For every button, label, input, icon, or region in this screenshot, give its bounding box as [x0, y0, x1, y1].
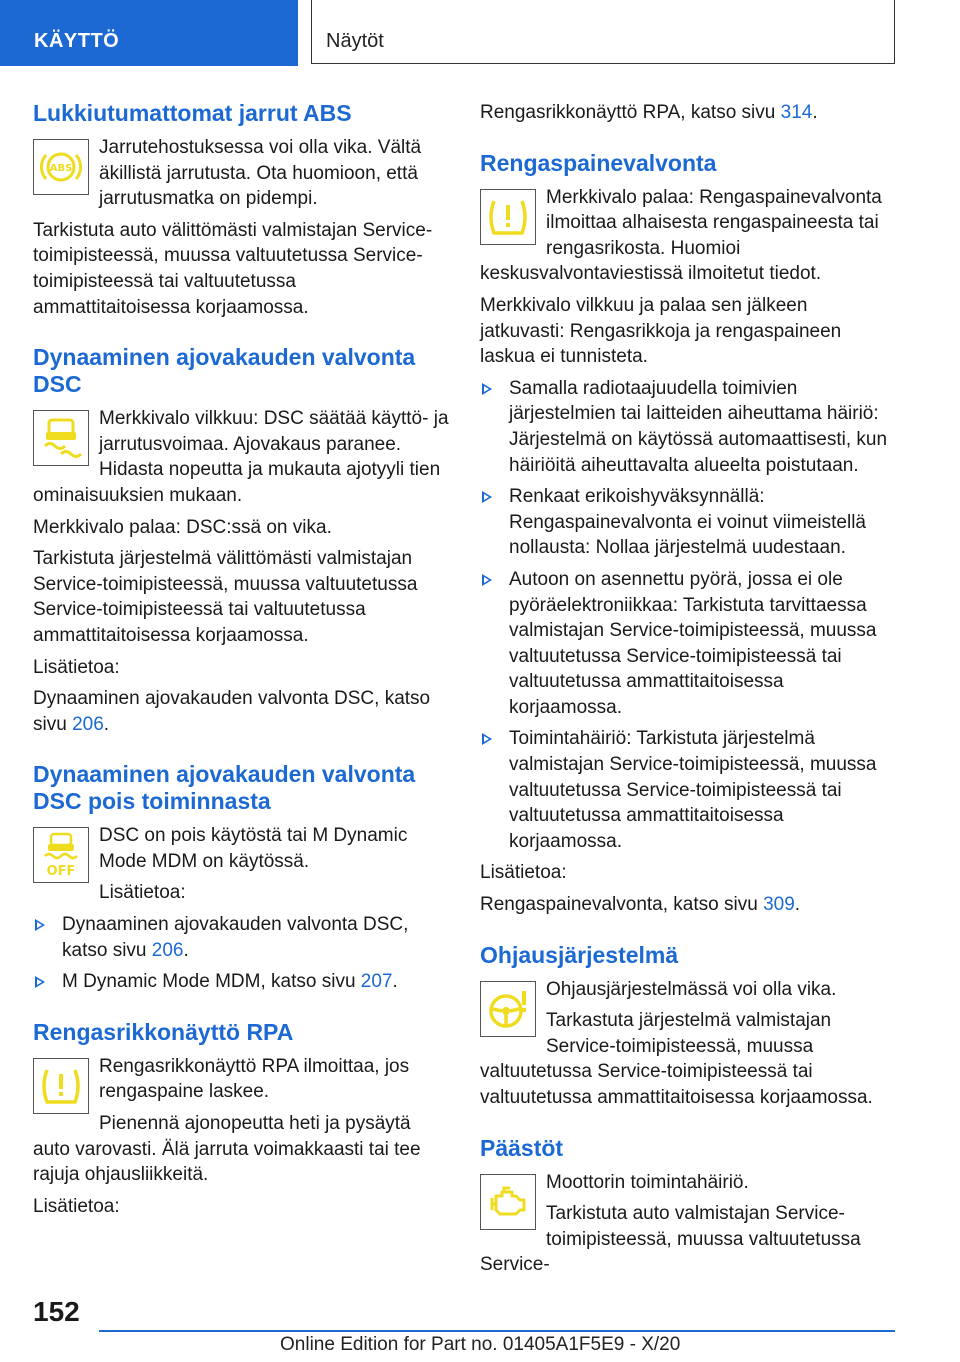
list-item: Toimintahäiriö: Tarkistuta järjestelmä valmistajan Service-toimipisteessä, muussa valtuutetussa Service-toimipisteessä tai valtuutetussa ammattitaitoisessa korjaamossa.: [480, 726, 896, 854]
list-item: Samalla radiotaajuudella toimivien järjestelmien tai laitteiden aiheuttama häiriö: Järjestelmä on käytössä automaattisesti, kun häiriöitä aiheuttavalta alueelta poistutaan.: [480, 376, 896, 478]
tire-warning-icon: [33, 1058, 89, 1114]
dsc-more-label: Lisätietoa:: [33, 656, 120, 678]
emissions-heading: Päästöt: [480, 1134, 564, 1161]
rpa-more-label: Lisätietoa:: [33, 1195, 120, 1217]
rpa-reference: Rengasrikkonäyttö RPA, katso sivu 314.: [480, 102, 818, 123]
tire-pressure-heading: Rengaspainevalvonta: [480, 149, 717, 176]
section-dsc: [33, 344, 449, 737]
rpa-page-link[interactable]: 314: [780, 102, 813, 123]
section-steering: [480, 942, 896, 1111]
list-item: Renkaat erikoishyväksynnällä: Rengaspainevalvonta ei voinut viimeistellä nollausta: Nollaa järjestelmä uudestaan.: [480, 484, 896, 561]
dsc-off-icon: [33, 827, 89, 883]
rpa-heading: Rengasrikkonäyttö RPA: [33, 1018, 294, 1045]
chapter-title: Näytöt: [311, 0, 895, 64]
left-column: [33, 100, 449, 1243]
dsc-off-text-1: DSC on pois käytöstä tai M Dynamic Mode MDM on käytössä.: [99, 825, 408, 872]
tire-pressure-page-link[interactable]: 309: [763, 894, 795, 916]
dsc-off-more-label: Lisätietoa:: [99, 882, 186, 904]
dsc-skid-icon: [33, 410, 89, 466]
dsc-reference: Dynaaminen ajovakauden valvonta DSC, katso sivu 206.: [33, 688, 431, 735]
right-column: [480, 100, 896, 1302]
steering-text-2: Tarkastuta järjestelmä valmistajan Service-toimipisteessä, muussa valtuutetussa Service-toimipisteessä tai valtuutetussa ammattitaitoisessa korjaamossa.: [480, 1010, 873, 1108]
dsc-text-2: Merkkivalo palaa: DSC:ssä on vika.: [33, 516, 332, 538]
triangle-bullet-icon: [482, 383, 492, 395]
tire-pressure-text-1: Merkkivalo palaa: Rengaspainevalvonta ilmoittaa alhaisesta rengaspaineesta tai rengasrikosta. Huomioi keskusvalvontaviestissä ilmoitetut tiedot.: [480, 186, 882, 285]
triangle-bullet-icon: [482, 733, 492, 745]
list-item: M Dynamic Mode MDM, katso sivu 207.: [33, 969, 449, 995]
dsc-text-1: Merkkivalo vilkkuu: DSC säätää käyttö- ja jarrutusvoimaa. Ajovakaus paranee. Hidasta nopeutta ja mukauta ajotyyli tien ominaisuuksien mukaan.: [33, 408, 449, 506]
tire-pressure-icon: [480, 189, 536, 245]
tire-pressure-more-label: Lisätietoa:: [480, 862, 567, 884]
section-tire-pressure: [480, 150, 896, 918]
dsc-off-heading: Dynaaminen ajovakauden valvonta DSC pois toiminnasta: [33, 761, 416, 815]
section-tab: KÄYTTÖ: [0, 0, 298, 66]
dsc-heading: Dynaaminen ajovakauden valvonta DSC: [33, 344, 416, 398]
dsc-text-3: Tarkistuta järjestelmä välittömästi valmistajan Service-toimipisteessä, muussa valtuutetussa Service-toimipisteessä tai valtuutetussa ammattitaitoisessa korjaamossa.: [33, 548, 418, 646]
abs-heading: Lukkiutumattomat jarrut ABS: [33, 100, 352, 126]
emissions-text-1: Moottorin toimintahäiriö.: [546, 1171, 749, 1193]
emissions-text-2: Tarkistuta auto valmistajan Service-toimipisteessä, muussa valtuutetussa Service-: [480, 1203, 861, 1276]
tire-pressure-bullets: [480, 376, 896, 855]
triangle-bullet-icon: [482, 574, 492, 586]
tire-pressure-text-2: Merkkivalo vilkkuu ja palaa sen jälkeen jatkuvasti: Rengasrikkoja ja rengaspaineen laskua ei tunnisteta.: [480, 294, 842, 368]
section-dsc-off: [33, 761, 449, 995]
tire-pressure-reference: Rengaspainevalvonta, katso sivu 309.: [480, 894, 801, 916]
triangle-bullet-icon: [35, 919, 45, 931]
triangle-bullet-icon: [35, 976, 45, 988]
svg-text:OFF: OFF: [46, 864, 76, 880]
abs-text-1: Jarrutehostuksessa voi olla vika. Vältä äkillistä jarrutusta. Ota huomioon, että jarrutusmatka on pidempi.: [99, 137, 422, 210]
steering-text-1: Ohjausjärjestelmässä voi olla vika.: [546, 978, 837, 1000]
abs-warning-icon: [33, 139, 89, 195]
rpa-text-1: Rengasrikkonäyttö RPA ilmoittaa, jos rengaspaine laskee.: [99, 1055, 410, 1103]
dsc-off-page-link-2[interactable]: 207: [360, 971, 393, 993]
abs-text-2: Tarkistuta auto välittömästi valmistajan Service-toimipisteessä, muussa valtuutetussa Service-toimipisteessä tai valtuutetussa ammattitaitoisessa korjaamossa.: [33, 219, 433, 318]
footer-edition: Online Edition for Part no. 01405A1F5E9 - X/20: [280, 1334, 681, 1355]
dsc-off-links: [33, 912, 449, 995]
list-item: Autoon on asennettu pyörä, jossa ei ole pyöräelektroniikkaa: Tarkistuta tarvittaessa valmistajan Service-toimipisteessä, muussa valtuutetussa Service-toimipisteessä tai valtuutetussa ammattitaitoisessa korjaamossa.: [480, 567, 896, 721]
section-emissions: [480, 1135, 896, 1278]
steering-heading: Ohjausjärjestelmä: [480, 941, 679, 968]
svg-text:ABS: ABS: [49, 163, 73, 174]
list-item: Dynaaminen ajovakauden valvonta DSC, katso sivu 206.: [33, 912, 449, 963]
dsc-page-link[interactable]: 206: [72, 713, 104, 735]
steering-warning-icon: [480, 981, 536, 1037]
page-header: [0, 0, 960, 66]
rpa-text-2: Pienennä ajonopeutta heti ja pysäytä auto varovasti. Älä jarruta voimakkaasti tai tee rajuja ohjausliikkeitä.: [33, 1113, 421, 1186]
section-rpa: [33, 1019, 449, 1220]
triangle-bullet-icon: [482, 491, 492, 503]
section-abs: [33, 100, 449, 320]
page-number: 152: [33, 1296, 80, 1327]
dsc-off-page-link-1[interactable]: 206: [151, 939, 184, 961]
engine-check-icon: [480, 1174, 536, 1230]
footer-divider: [99, 1330, 895, 1332]
